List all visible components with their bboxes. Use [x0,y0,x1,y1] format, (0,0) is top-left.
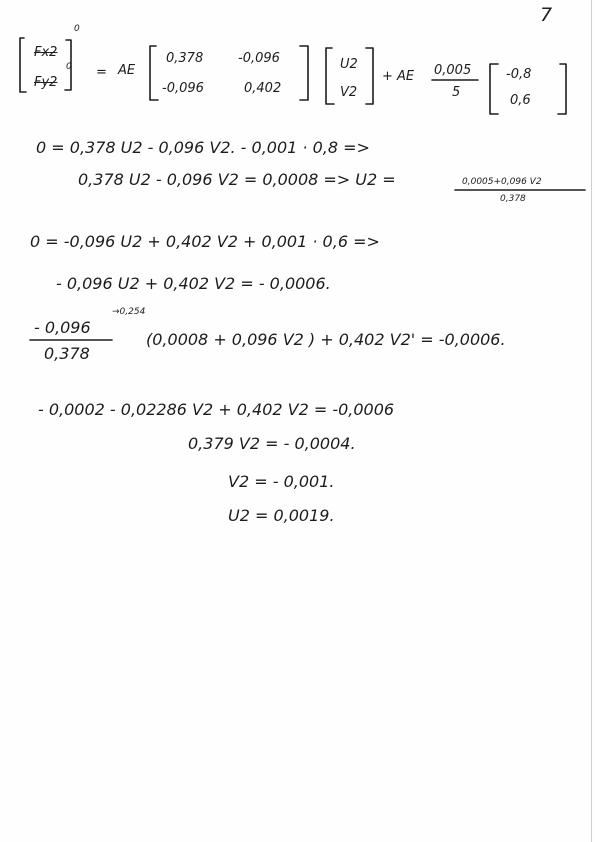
equation-line-1: 0 = 0,378 U2 - 0,096 V2. - 0,001 · 0,8 => [36,138,370,157]
equation-line-2: 0,378 U2 - 0,096 V2 = 0,0008 => U2 = [78,170,396,189]
fraction-numerator-1: 0,005 [434,63,472,78]
u2-fraction-numerator: 0,0005+0,096 V2 [462,177,542,187]
u2-fraction-denominator: 0,378 [500,194,526,204]
fraction-denominator-1: 5 [452,85,461,100]
load-bracket-left [490,64,498,114]
load-bracket-right [558,64,566,114]
equation-line-6: - 0,0002 - 0,02286 V2 + 0,402 V2 = -0,0006 [38,400,395,419]
matrix-k21: -0,096 [162,81,204,96]
disp-bracket-left [326,48,334,104]
result-v2: V2 = - 0,001. [228,472,335,491]
zero-superscript-2: 0 [66,62,72,72]
substitution-denominator: 0,378 [44,344,90,363]
matrix-bracket-right [300,46,308,100]
force-fy2: Fy2 [34,75,58,90]
zero-superscript-1: 0 [74,24,80,34]
equation-line-3: 0 = -0,096 U2 + 0,402 V2 + 0,001 · 0,6 => [30,232,380,251]
disp-u2: U2 [340,57,358,72]
matrix-k12: -0,096 [238,51,280,66]
annotation-note: →0,254 [112,307,146,317]
load-c2: 0,6 [510,93,531,108]
equation-line-7: 0,379 V2 = - 0,0004. [188,434,356,453]
substitution-numerator: - 0,096 [34,318,91,337]
equation-line-5: (0,0008 + 0,096 V2 ) + 0,402 V2' = -0,0006. [146,330,506,349]
matrix-bracket-left [150,46,158,100]
result-u2: U2 = 0,0019. [228,506,335,525]
disp-bracket-right [366,48,373,104]
page-number: 7 [540,4,553,26]
force-bracket-left [20,38,26,92]
disp-v2: V2 [340,85,358,100]
load-c1: -0,8 [506,67,532,82]
equals-sign-1: = [96,65,107,80]
ae-label-1: AE [118,63,136,78]
equation-line-4: - 0,096 U2 + 0,402 V2 = - 0,0006. [56,274,331,293]
matrix-k11: 0,378 [166,51,204,66]
plus-ae-label: + AE [382,69,415,84]
force-fx2: Fx2 [34,45,58,60]
matrix-k22: 0,402 [244,81,282,96]
